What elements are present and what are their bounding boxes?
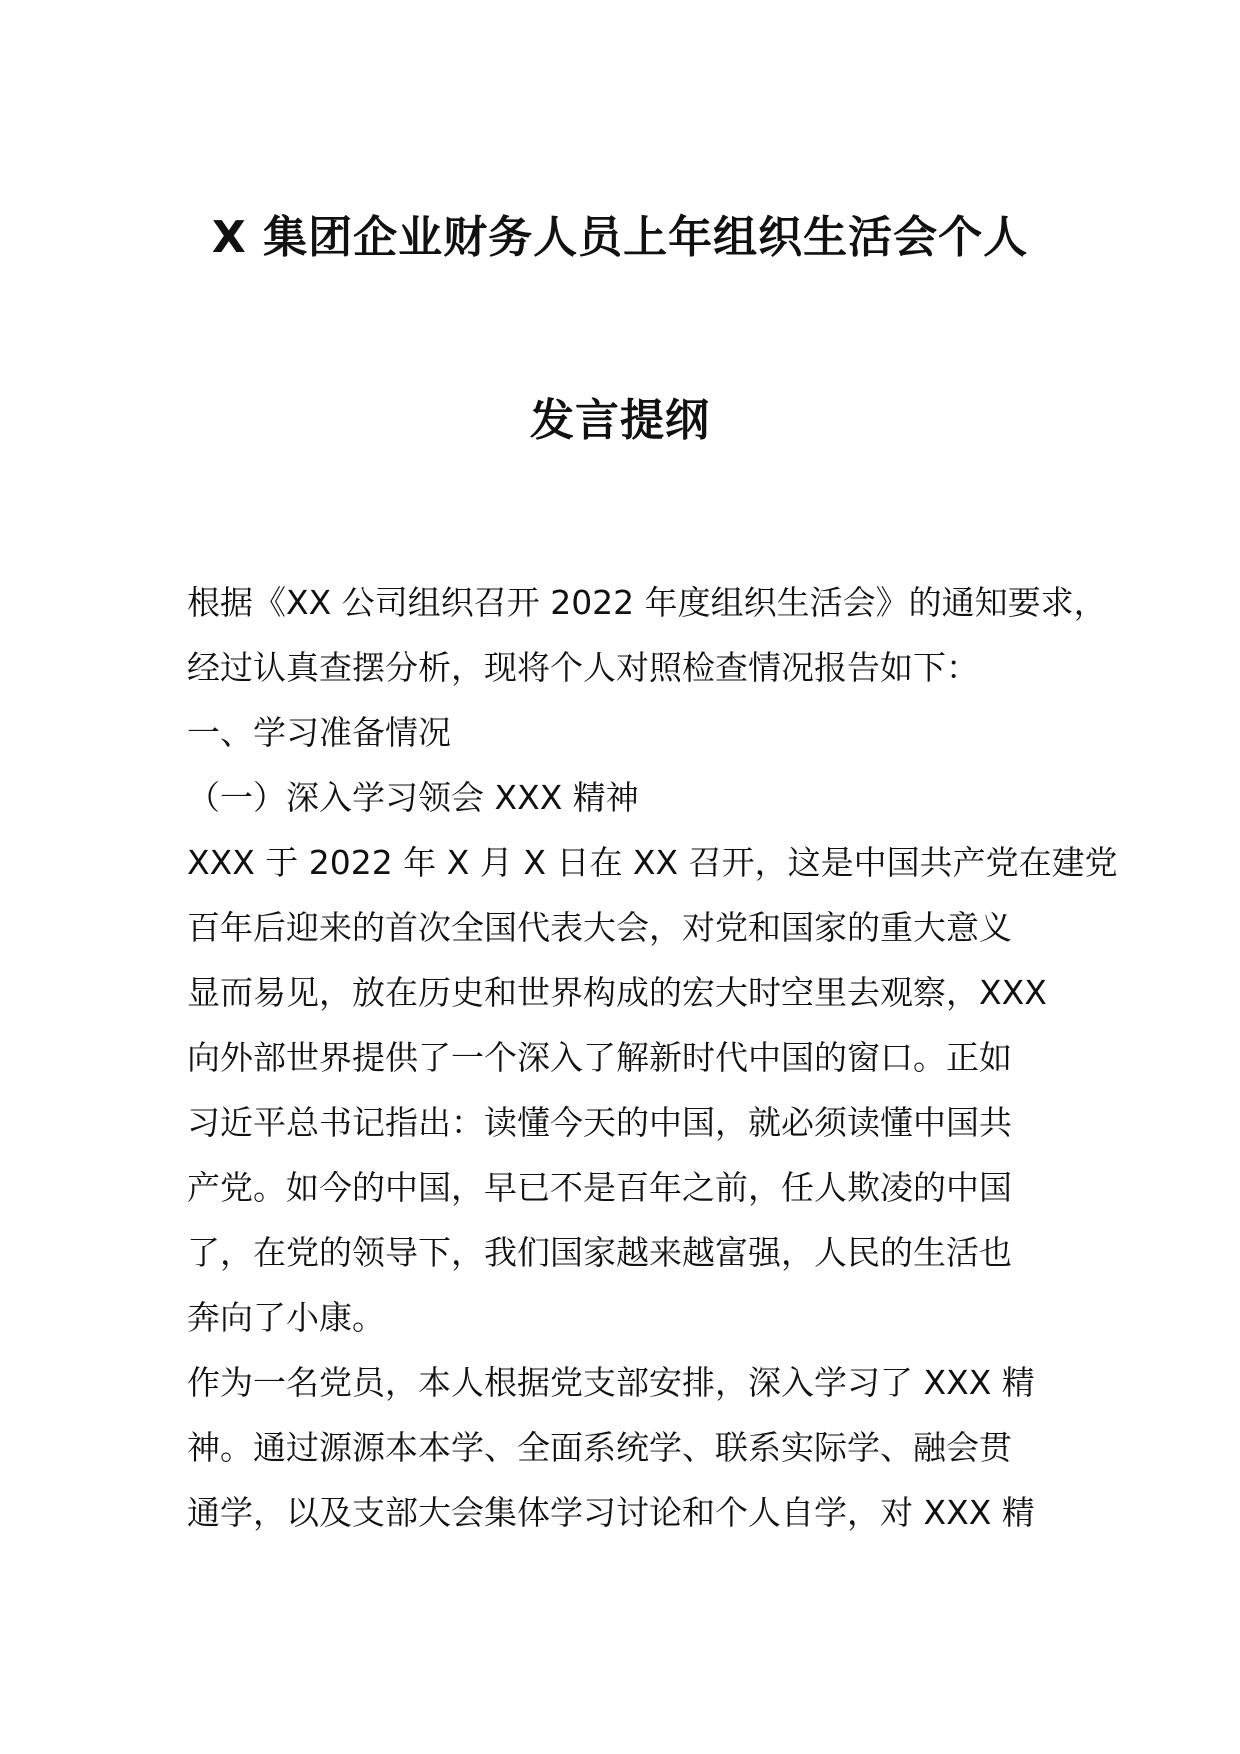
document-title-line-2: 发言提纲 <box>530 395 710 446</box>
body-line: 显而易见，放在历史和世界构成的宏大时空里去观察，XXX <box>187 973 1047 1012</box>
body-line: 通学，以及支部大会集体学习讨论和个人自学，对 XXX 精 <box>187 1493 1035 1532</box>
document-body <box>187 570 1118 1545</box>
body-line: 产党。如今的中国，早已不是百年之前，任人欺凌的中国 <box>187 1168 1012 1207</box>
body-line: 奔向了小康。 <box>187 1298 385 1337</box>
body-line: XXX 于 2022 年 X 月 X 日在 XX 召开，这是中国共产党在建党 <box>187 843 1118 882</box>
body-line: 经过认真查摆分析，现将个人对照检查情况报告如下： <box>187 648 979 687</box>
document-title-line-1: X 集团企业财务人员上年组织生活会个人 <box>211 212 1029 263</box>
subsection-heading: （一）深入学习领会 XXX 精神 <box>187 778 639 817</box>
body-line: 了，在党的领导下，我们国家越来越富强，人民的生活也 <box>187 1233 1012 1272</box>
section-heading: 一、学习准备情况 <box>187 713 451 752</box>
body-line: 作为一名党员，本人根据党支部安排，深入学习了 XXX 精 <box>187 1363 1035 1402</box>
body-line: 百年后迎来的首次全国代表大会，对党和国家的重大意义 <box>187 908 1012 947</box>
body-line: 习近平总书记指出：读懂今天的中国，就必须读懂中国共 <box>187 1103 1012 1142</box>
body-line: 神。通过源源本本学、全面系统学、联系实际学、融会贯 <box>187 1428 1012 1467</box>
body-line: 根据《XX 公司组织召开 2022 年度组织生活会》的通知要求， <box>187 583 1107 622</box>
body-line: 向外部世界提供了一个深入了解新时代中国的窗口。正如 <box>187 1038 1012 1077</box>
